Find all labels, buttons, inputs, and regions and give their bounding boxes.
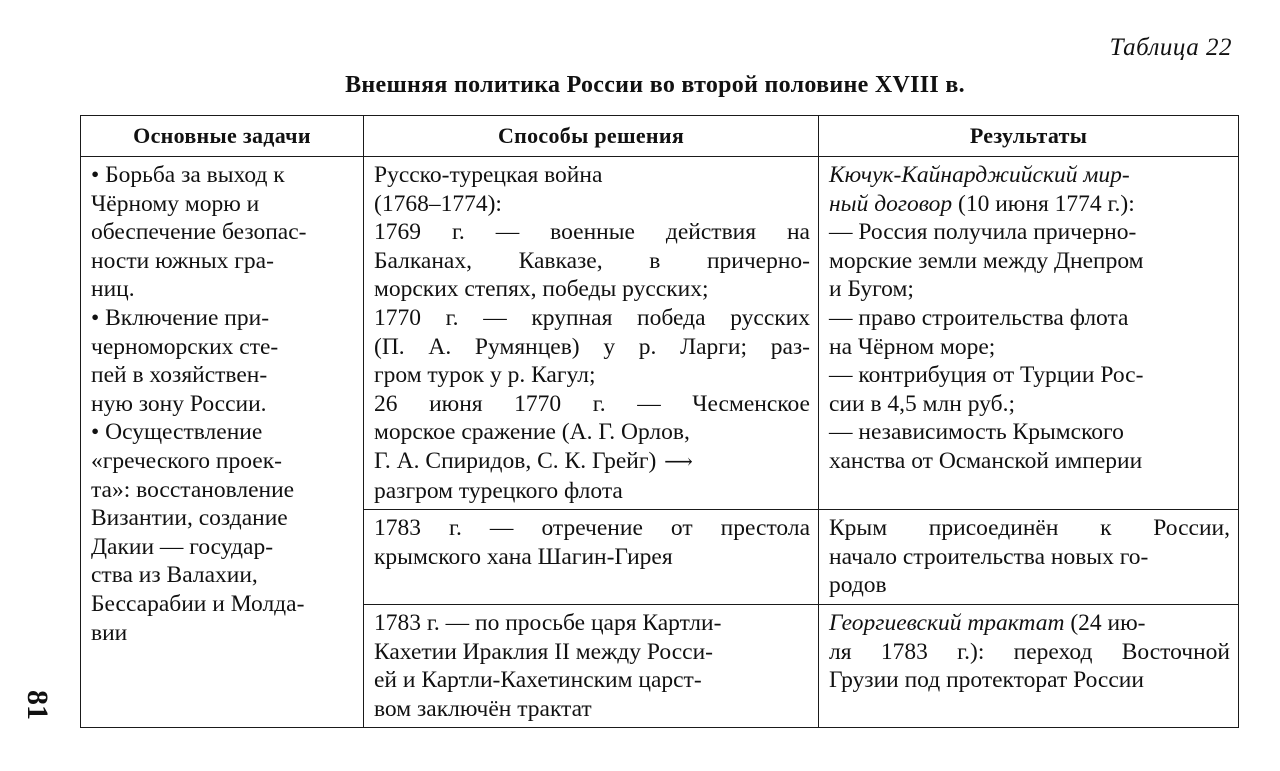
results-line xyxy=(829,190,1230,219)
results-line: — независимость Крымского xyxy=(829,419,1124,446)
header-methods: Способы решения xyxy=(364,116,819,157)
results-line: Кючук-Кайнарджийский мир- xyxy=(829,162,1130,188)
results-line: Грузии под протекторат России xyxy=(829,667,1144,694)
results-line: — контрибуция от Турции Рос- xyxy=(829,362,1144,389)
methods-line: гром турок у р. Кагул; xyxy=(374,362,596,389)
table-header-row xyxy=(81,116,1239,157)
results-line: сии в 4,5 млн руб.; xyxy=(829,390,1015,417)
policy-table xyxy=(80,115,1239,728)
tasks-line: Чёрному морю и xyxy=(91,190,260,217)
methods-line: (1768–1774): xyxy=(374,190,502,217)
methods-line: разгром турецкого флота xyxy=(374,477,623,504)
methods-line-with-arrow xyxy=(374,447,810,477)
tasks-line: Дакии — государ- xyxy=(91,533,274,560)
tasks-line: вии xyxy=(91,619,128,646)
methods-cell-war xyxy=(364,157,819,510)
results-line: родов xyxy=(829,572,887,599)
methods-cell-crimea xyxy=(364,510,819,605)
results-line: Крым присоединён к России, xyxy=(829,515,1230,542)
methods-line: 1783 г. — отречение от престола xyxy=(374,515,810,542)
results-cell-treaty xyxy=(819,157,1239,510)
methods-line: морских степях, победы русских; xyxy=(374,276,709,303)
results-cell-crimea xyxy=(819,510,1239,605)
results-line: ля 1783 г.): переход Восточной xyxy=(829,638,1230,665)
methods-line: Кахетии Ираклия II между Росси- xyxy=(374,638,713,665)
tasks-line: Бессарабии и Молда- xyxy=(91,590,305,617)
results-line xyxy=(829,609,1230,638)
methods-line: Балканах, Кавказе, в причерно- xyxy=(374,247,810,274)
methods-line: морское сражение (А. Г. Орлов, xyxy=(374,419,690,446)
results-line: ханства от Османской империи xyxy=(829,447,1143,474)
tasks-line: ности южных гра- xyxy=(91,247,274,274)
results-line: и Бугом; xyxy=(829,276,914,303)
methods-line: крымского хана Шагин-Гирея xyxy=(374,543,673,570)
methods-line: Г. А. Спиридов, С. К. Грейг) xyxy=(374,447,657,474)
tasks-line: Византии, создание xyxy=(91,505,288,532)
methods-line: вом заключён трактат xyxy=(374,695,592,722)
results-line: начало строительства новых го- xyxy=(829,543,1149,570)
treaty-date: (10 июня 1774 г.): xyxy=(952,190,1135,217)
methods-line: (П. А. Румянцев) у р. Ларги; раз- xyxy=(374,333,810,360)
header-tasks: Основные задачи xyxy=(81,116,364,157)
header-results: Результаты xyxy=(819,116,1239,157)
methods-line: 1770 г. — крупная победа русских xyxy=(374,304,810,331)
results-line: — Россия получила причерно- xyxy=(829,219,1137,246)
tasks-line: ную зону России. xyxy=(91,390,267,417)
methods-cell-georgia xyxy=(364,604,819,727)
results-line: на Чёрном море; xyxy=(829,333,996,360)
methods-line: 1769 г. — военные действия на xyxy=(374,219,810,246)
arrow-right-icon: ⟶ xyxy=(664,450,693,473)
tasks-cell xyxy=(81,157,364,728)
table-row xyxy=(81,157,1239,510)
treaty-name: ный договор xyxy=(829,190,953,217)
methods-line: 26 июня 1770 г. — Чесменское xyxy=(374,390,810,417)
page-number: 81 xyxy=(21,690,54,720)
tasks-line: • Включение при- xyxy=(91,304,270,331)
treaty-name: Георгиевский трактат xyxy=(829,609,1065,636)
tasks-line: ниц. xyxy=(91,276,135,303)
methods-line: Русско-турецкая война xyxy=(374,162,603,188)
table-caption: Таблица 22 xyxy=(1109,34,1232,61)
tasks-line: • Борьба за выход к xyxy=(91,162,285,188)
tasks-line: пей в хозяйствен- xyxy=(91,362,268,389)
tasks-line: • Осуществление xyxy=(91,419,263,446)
tasks-line: та»: восстановление xyxy=(91,476,295,503)
results-line: морские земли между Днепром xyxy=(829,247,1144,274)
methods-line: ей и Картли-Кахетинским царст- xyxy=(374,667,702,694)
page-title: Внешняя политика России во второй половине XVIII в. xyxy=(345,72,965,98)
tasks-line: «греческого проек- xyxy=(91,447,282,474)
tasks-line: черноморских сте- xyxy=(91,333,279,360)
tasks-line: обеспечение безопас- xyxy=(91,219,307,246)
methods-line: 1783 г. — по просьбе царя Картли- xyxy=(374,609,722,636)
treaty-date: (24 ию- xyxy=(1064,609,1146,636)
results-line: — право строительства флота xyxy=(829,304,1129,331)
tasks-line: ства из Валахии, xyxy=(91,562,258,589)
results-cell-georgia xyxy=(819,604,1239,727)
